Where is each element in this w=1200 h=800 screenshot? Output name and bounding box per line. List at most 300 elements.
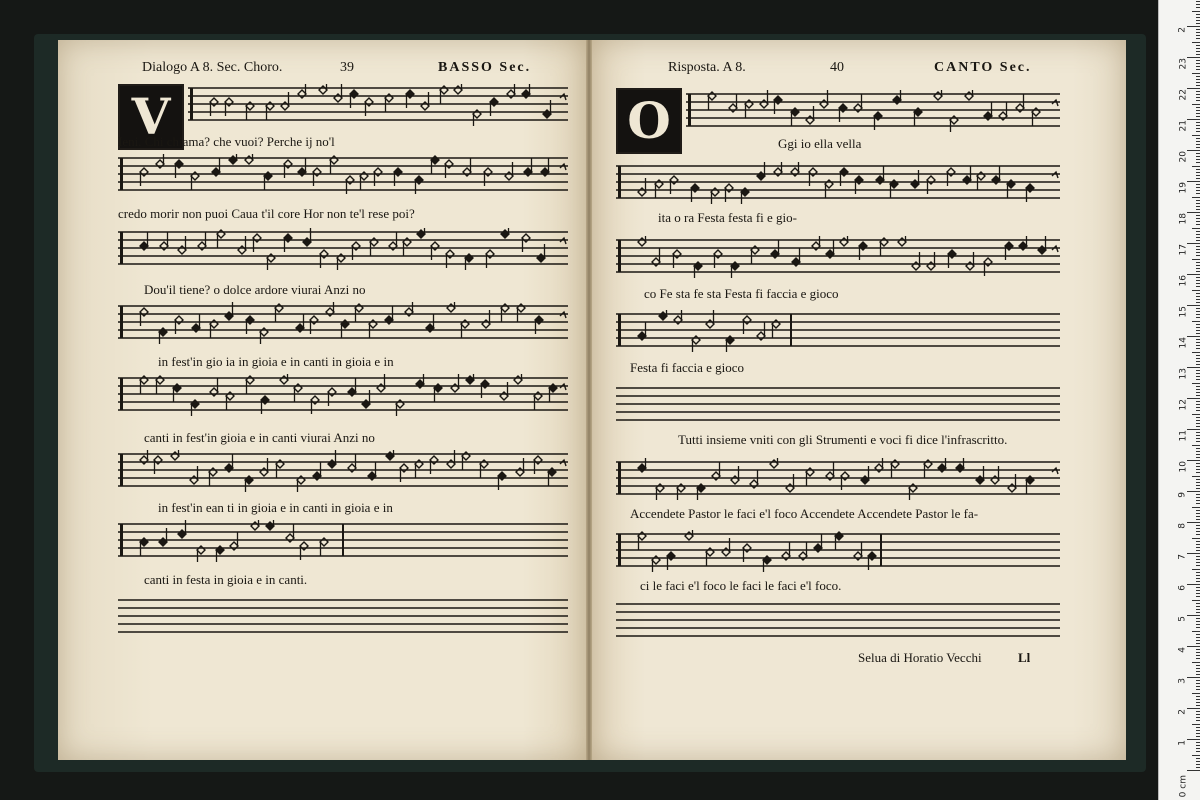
- ruler-tick: [1196, 401, 1200, 402]
- ruler-tick: [1196, 733, 1200, 734]
- note-head: [212, 168, 220, 176]
- ruler-tick: [1196, 141, 1200, 142]
- custos-mark: [1052, 246, 1058, 252]
- ruler-tick: [1196, 286, 1200, 287]
- ruler-tick: [1196, 618, 1200, 619]
- ruler-tick: [1192, 600, 1200, 601]
- left-staff-1: [188, 84, 568, 126]
- ruler-tick: [1196, 66, 1200, 67]
- ruler-tick: [1196, 420, 1200, 421]
- ruler-tick: [1196, 206, 1200, 207]
- ruler-tick: [1196, 178, 1200, 179]
- note-head: [1019, 242, 1027, 250]
- ruler-tick: [1196, 587, 1200, 588]
- note-head: [791, 108, 799, 116]
- custos-mark: [1052, 100, 1058, 106]
- ruler-tick: [1196, 612, 1200, 613]
- ruler-tick: [1196, 528, 1200, 529]
- ruler-tick: [1196, 91, 1200, 92]
- custos-mark: [560, 384, 566, 390]
- ruler-tick: [1196, 128, 1200, 129]
- ruler-tick: [1196, 330, 1200, 331]
- ruler-tick: [1196, 237, 1200, 238]
- ruler-tick: [1196, 17, 1200, 18]
- ruler-tick: [1196, 395, 1200, 396]
- note-head: [890, 180, 898, 188]
- ruler-tick: [1196, 138, 1200, 139]
- ruler-label: 1: [1178, 740, 1188, 746]
- note-head: [346, 176, 354, 184]
- ruler-tick: [1196, 203, 1200, 204]
- ruler-tick: [1196, 758, 1200, 759]
- ruler-tick: [1196, 94, 1200, 95]
- note-head: [965, 92, 973, 100]
- note-head: [999, 112, 1007, 120]
- ruler-tick: [1196, 187, 1200, 188]
- ruler-tick: [1196, 500, 1200, 501]
- note-head: [806, 116, 814, 124]
- left-page-number: 39: [340, 60, 354, 75]
- ruler-tick: [1196, 665, 1200, 666]
- left-lyric-4: in fest'in gio ia in gioia e in canti in gioia e in: [158, 354, 394, 369]
- ruler-tick: [1196, 240, 1200, 241]
- note-head: [984, 112, 992, 120]
- note-head: [505, 172, 513, 180]
- ruler-tick: [1196, 169, 1200, 170]
- note-head: [791, 168, 799, 176]
- ruler-tick: [1192, 321, 1200, 322]
- ruler-tick: [1196, 131, 1200, 132]
- note-head: [245, 156, 253, 164]
- ruler-tick: [1196, 224, 1200, 225]
- note-head: [454, 86, 462, 94]
- ruler-tick: [1196, 640, 1200, 641]
- ruler-tick: [1196, 714, 1200, 715]
- note-head: [140, 242, 148, 250]
- ruler-tick: [1196, 355, 1200, 356]
- note-head: [238, 246, 246, 254]
- note-head: [880, 238, 888, 246]
- note-head: [655, 180, 663, 188]
- ruler-tick: [1196, 516, 1200, 517]
- note-head: [210, 98, 218, 106]
- right-staff-6: [616, 530, 1060, 572]
- ruler-tick: [1187, 26, 1200, 27]
- ruler-tick: [1196, 510, 1200, 511]
- ruler-tick: [1187, 243, 1200, 244]
- ruler-tick: [1196, 547, 1200, 548]
- ruler-tick: [1187, 429, 1200, 430]
- ruler-tick: [1196, 767, 1200, 768]
- ruler-tick: [1196, 581, 1200, 582]
- note-head: [711, 188, 719, 196]
- note-head: [360, 172, 368, 180]
- ruler-tick: [1196, 54, 1200, 55]
- note-head: [1026, 184, 1034, 192]
- ruler-tick: [1196, 432, 1200, 433]
- custos-mark: [560, 460, 566, 466]
- note-head: [874, 112, 882, 120]
- right-page: [592, 40, 1126, 760]
- ruler-tick: [1192, 631, 1200, 632]
- ruler-tick: [1196, 624, 1200, 625]
- ruler-tick: [1196, 317, 1200, 318]
- note-head: [741, 188, 749, 196]
- ruler-tick: [1192, 662, 1200, 663]
- ruler-tick: [1196, 293, 1200, 294]
- right-staff-empty: [616, 384, 1060, 426]
- note-head: [809, 168, 817, 176]
- ruler-tick: [1196, 503, 1200, 504]
- ruler-tick: [1196, 720, 1200, 721]
- bar-line: [790, 314, 792, 346]
- ruler-tick: [1196, 702, 1200, 703]
- ruler-tick: [1187, 739, 1200, 740]
- left-staff-2: [118, 154, 568, 196]
- ruler-tick: [1187, 367, 1200, 368]
- ruler-tick: [1196, 652, 1200, 653]
- ruler-tick: [1196, 485, 1200, 486]
- left-lyric-7: canti in festa in gioia e in canti.: [144, 572, 308, 587]
- ruler-tick: [1196, 156, 1200, 157]
- note-head: [1016, 104, 1024, 112]
- note-head: [708, 92, 716, 100]
- ruler-tick: [1196, 534, 1200, 535]
- ruler-tick: [1196, 649, 1200, 650]
- footer-credit: Selua di Horatio Vecchi: [858, 650, 982, 665]
- ruler-tick: [1196, 727, 1200, 728]
- ruler-tick: [1196, 45, 1200, 46]
- ruler-tick: [1196, 345, 1200, 346]
- note-head: [465, 254, 473, 262]
- ruler-label: 20: [1178, 151, 1188, 163]
- ruler-tick: [1196, 544, 1200, 545]
- note-head: [229, 156, 237, 164]
- ruler-tick: [1196, 265, 1200, 266]
- ruler-tick: [1196, 221, 1200, 222]
- note-head: [267, 254, 275, 262]
- ruler-tick: [1196, 696, 1200, 697]
- note-head: [284, 234, 292, 242]
- note-head: [541, 168, 549, 176]
- note-head: [774, 168, 782, 176]
- ruler-tick: [1196, 494, 1200, 495]
- right-staff-5: [616, 458, 1060, 500]
- note-head: [757, 172, 765, 180]
- note-head: [370, 238, 378, 246]
- note-head: [334, 94, 342, 102]
- ruler-tick: [1192, 445, 1200, 446]
- ruler-tick: [1196, 761, 1200, 762]
- note-head: [303, 238, 311, 246]
- note-head: [175, 160, 183, 168]
- ruler-tick: [1196, 153, 1200, 154]
- ruler-tick: [1196, 51, 1200, 52]
- ruler-tick: [1196, 655, 1200, 656]
- ruler-tick: [1196, 410, 1200, 411]
- ruler-tick: [1196, 454, 1200, 455]
- ruler-label: 12: [1178, 399, 1188, 411]
- ruler-tick: [1196, 361, 1200, 362]
- ruler-label: 19: [1178, 182, 1188, 194]
- ruler-tick: [1196, 575, 1200, 576]
- ruler-tick: [1187, 460, 1200, 461]
- ruler-tick: [1187, 584, 1200, 585]
- note-head: [1007, 180, 1015, 188]
- right-staff-4: [616, 310, 1060, 352]
- custos-mark: [560, 164, 566, 170]
- ruler-tick: [1196, 745, 1200, 746]
- ruler-tick: [1196, 299, 1200, 300]
- ruler-tick: [1196, 60, 1200, 61]
- ruler-tick: [1196, 1, 1200, 2]
- ruler-tick: [1196, 519, 1200, 520]
- custos-mark: [560, 312, 566, 318]
- note-head: [745, 100, 753, 108]
- ruler-tick: [1187, 57, 1200, 58]
- ruler-tick: [1196, 200, 1200, 201]
- ruler-tick: [1196, 348, 1200, 349]
- note-head: [729, 104, 737, 112]
- ruler-tick: [1196, 479, 1200, 480]
- note-head: [950, 116, 958, 124]
- ruler-tick: [1196, 218, 1200, 219]
- ruler-tick: [1196, 38, 1200, 39]
- note-head: [298, 168, 306, 176]
- ruler-label: 23: [1178, 58, 1188, 70]
- note-head: [963, 176, 971, 184]
- ruler-tick: [1187, 677, 1200, 678]
- ruler-tick: [1196, 172, 1200, 173]
- ruler-tick: [1196, 333, 1200, 334]
- ruler-tick: [1196, 162, 1200, 163]
- ruler-tick: [1196, 730, 1200, 731]
- ruler-tick: [1187, 150, 1200, 151]
- note-head: [543, 110, 551, 118]
- ruler-tick: [1196, 389, 1200, 390]
- note-head: [825, 180, 833, 188]
- ruler-tick: [1196, 231, 1200, 232]
- right-staff-3: [616, 236, 1060, 278]
- ruler-tick: [1196, 417, 1200, 418]
- custos-mark: [560, 238, 566, 244]
- right-lyric-2: ita o ra Festa festa fi e gio-: [658, 210, 797, 225]
- note-head: [431, 242, 439, 250]
- ruler-tick: [1196, 246, 1200, 247]
- left-staff-3: [118, 228, 568, 270]
- note-head: [911, 180, 919, 188]
- ruler-tick: [1192, 569, 1200, 570]
- ruler-tick: [1196, 63, 1200, 64]
- note-head: [1032, 108, 1040, 116]
- note-head: [876, 176, 884, 184]
- ruler-tick: [1196, 426, 1200, 427]
- note-head: [406, 90, 414, 98]
- custos-mark: [1052, 468, 1058, 474]
- ruler-label: 9: [1178, 492, 1188, 498]
- ruler-tick: [1196, 386, 1200, 387]
- ruler-tick: [1196, 404, 1200, 405]
- ruler-tick: [1196, 20, 1200, 21]
- note-head: [484, 168, 492, 176]
- ruler-tick: [1196, 556, 1200, 557]
- note-head: [760, 100, 768, 108]
- ruler-tick: [1187, 212, 1200, 213]
- ruler-tick: [1196, 327, 1200, 328]
- left-lyric-1: Ieni. Chi chiama? che vuoi? Perche ij no'l: [118, 134, 335, 149]
- ruler-tick: [1192, 166, 1200, 167]
- ruler-tick: [1196, 705, 1200, 706]
- note-head: [191, 172, 199, 180]
- ruler-tick: [1196, 175, 1200, 176]
- ruler-label-zero: 0 cm: [1178, 775, 1188, 798]
- initial-letter: V: [131, 87, 171, 146]
- ruler-tick: [1187, 274, 1200, 275]
- ruler-tick: [1192, 693, 1200, 694]
- right-page-number: 40: [830, 60, 844, 75]
- note-head: [403, 238, 411, 246]
- ruler-label: 18: [1178, 213, 1188, 225]
- ruler-tick: [1196, 14, 1200, 15]
- ruler-tick: [1187, 615, 1200, 616]
- note-head: [281, 102, 289, 110]
- right-staff-2: [616, 162, 1060, 204]
- ruler-tick: [1196, 23, 1200, 24]
- note-head: [524, 168, 532, 176]
- ruler-tick: [1196, 379, 1200, 380]
- ruler-tick: [1187, 119, 1200, 120]
- ruler-tick: [1196, 578, 1200, 579]
- ruler-label: 4: [1178, 647, 1188, 653]
- note-head: [820, 100, 828, 108]
- note-head: [415, 176, 423, 184]
- left-staff-6: [118, 450, 568, 492]
- ruler-tick: [1196, 122, 1200, 123]
- note-head: [217, 230, 225, 238]
- left-lyric-2: credo morir non puoi Caua t'il core Hor non te'l rese poi?: [118, 206, 415, 221]
- ruler-tick: [1196, 457, 1200, 458]
- note-head: [522, 234, 530, 242]
- right-staff-empty-2: [616, 600, 1060, 642]
- left-staff-5: [118, 374, 568, 416]
- ruler-tick: [1196, 541, 1200, 542]
- note-head: [394, 168, 402, 176]
- ruler-tick: [1196, 497, 1200, 498]
- ruler-tick: [1196, 249, 1200, 250]
- ruler-label: 2: [1178, 709, 1188, 715]
- measuring-ruler: [1158, 0, 1200, 800]
- note-head: [246, 102, 254, 110]
- ruler-tick: [1196, 748, 1200, 749]
- ruler-tick: [1196, 699, 1200, 700]
- note-head: [898, 238, 906, 246]
- note-head: [927, 176, 935, 184]
- ruler-tick: [1192, 383, 1200, 384]
- ruler-tick: [1196, 680, 1200, 681]
- ruler-tick: [1196, 262, 1200, 263]
- ruler-tick: [1196, 423, 1200, 424]
- note-head: [977, 172, 985, 180]
- ruler-tick: [1196, 562, 1200, 563]
- ruler-tick: [1196, 48, 1200, 49]
- ruler-tick: [1196, 593, 1200, 594]
- left-staff-4: [118, 302, 568, 344]
- ruler-tick: [1192, 259, 1200, 260]
- ruler-tick: [1196, 314, 1200, 315]
- ruler-label: 10: [1178, 461, 1188, 473]
- note-head: [350, 90, 358, 98]
- ruler-tick: [1196, 76, 1200, 77]
- bar-line: [342, 524, 344, 556]
- ruler-tick: [1187, 708, 1200, 709]
- ruler-tick: [1196, 255, 1200, 256]
- left-staff-7: [118, 520, 568, 562]
- ruler-tick: [1196, 97, 1200, 98]
- ruler-tick: [1187, 491, 1200, 492]
- note-head: [839, 104, 847, 112]
- note-head: [440, 86, 448, 94]
- ruler-tick: [1196, 637, 1200, 638]
- note-head: [507, 90, 515, 98]
- ruler-tick: [1196, 448, 1200, 449]
- ruler-tick: [1196, 590, 1200, 591]
- note-head: [893, 96, 901, 104]
- note-head: [330, 156, 338, 164]
- note-head: [522, 90, 530, 98]
- ruler-tick: [1196, 113, 1200, 114]
- right-lyric-4: Festa fi faccia e gioco: [630, 360, 745, 375]
- note-head: [670, 176, 678, 184]
- note-head: [501, 230, 509, 238]
- ruler-tick: [1196, 525, 1200, 526]
- note-head: [417, 230, 425, 238]
- tutti-instruction: Tutti insieme vniti con gli Strumenti e voci fi dice l'infrascritto.: [678, 432, 1008, 447]
- note-head: [313, 168, 321, 176]
- note-head: [947, 168, 955, 176]
- ruler-tick: [1196, 364, 1200, 365]
- ruler-tick: [1196, 451, 1200, 452]
- ruler-tick: [1196, 280, 1200, 281]
- left-lyric-5: canti in fest'in gioia e in canti viurai Anzi no: [144, 430, 375, 445]
- ruler-label: 2: [1178, 27, 1188, 33]
- ruler-label: 3: [1178, 678, 1188, 684]
- ruler-tick: [1196, 32, 1200, 33]
- ruler-label: 13: [1178, 368, 1188, 380]
- ruler-tick: [1196, 764, 1200, 765]
- note-head: [198, 242, 206, 250]
- ruler-tick: [1196, 463, 1200, 464]
- ruler-tick: [1196, 674, 1200, 675]
- ruler-tick: [1196, 407, 1200, 408]
- ruler-tick: [1196, 572, 1200, 573]
- ruler-label: 22: [1178, 89, 1188, 101]
- initial-letter: O: [627, 91, 671, 150]
- ruler-tick: [1196, 29, 1200, 30]
- ruler-tick: [1196, 565, 1200, 566]
- ruler-label: 11: [1178, 430, 1188, 442]
- ruler-tick: [1196, 82, 1200, 83]
- ruler-tick: [1196, 488, 1200, 489]
- ruler-tick: [1187, 646, 1200, 647]
- ruler-tick: [1192, 135, 1200, 136]
- ruler-tick: [1196, 603, 1200, 604]
- note-head: [751, 246, 759, 254]
- ruler-tick: [1196, 110, 1200, 111]
- ruler-tick: [1196, 339, 1200, 340]
- note-head: [1005, 242, 1013, 250]
- ruler-tick: [1192, 11, 1200, 12]
- ruler-tick: [1192, 228, 1200, 229]
